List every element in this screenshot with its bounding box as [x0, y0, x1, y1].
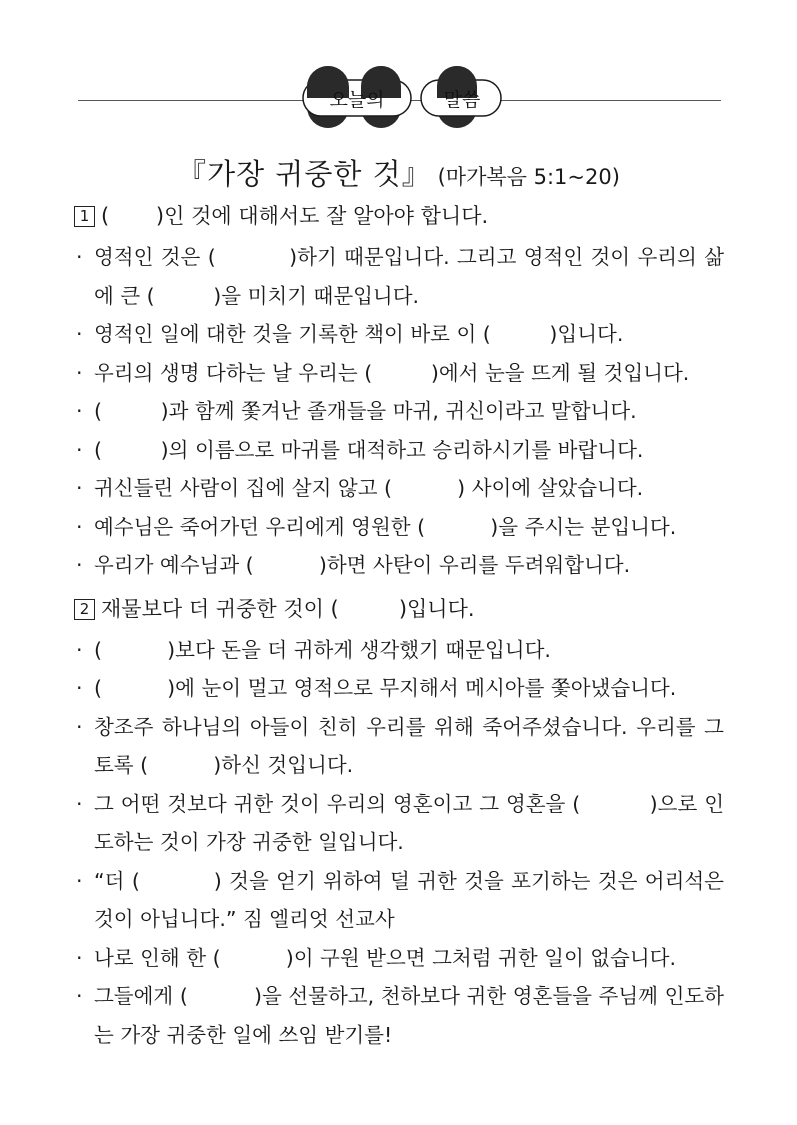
list-item	[74, 631, 724, 670]
bullet-icon: ·	[76, 476, 83, 500]
section-heading-text: ( )인 것에 대해서도 잘 알아야 합니다.	[101, 204, 489, 228]
list-item	[74, 469, 724, 508]
bullet-icon: ·	[76, 322, 83, 346]
bullet-icon: ·	[76, 714, 83, 739]
item-text: 우리가 예수님과 ( )하면 사탄이 우리를 두려워합니다.	[94, 553, 631, 577]
bullet-icon: ·	[76, 399, 83, 423]
sermon-title	[0, 152, 797, 193]
item-text: 나로 인해 한 ( )이 구원 받으면 그처럼 귀한 일이 없습니다.	[94, 945, 676, 970]
section-heading	[74, 198, 724, 238]
sermon-body	[74, 198, 731, 1054]
title-main: 『가장 귀중한 것』	[177, 157, 432, 191]
list-item	[74, 785, 724, 862]
list-item	[74, 508, 724, 547]
bullet-icon: ·	[76, 868, 83, 893]
bullet-icon: ·	[76, 360, 83, 385]
section-number-box: 1	[74, 206, 95, 227]
bullet-icon: ·	[76, 945, 83, 970]
section-heading	[74, 591, 724, 631]
item-text: 우리의 생명 다하는 날 우리는 ( )에서 눈을 뜨게 될 것입니다.	[94, 360, 690, 385]
bullet-icon: ·	[76, 245, 83, 269]
list-item	[74, 939, 724, 978]
section-number-box: 2	[74, 599, 95, 620]
item-text: 귀신들린 사람이 집에 살지 않고 ( ) 사이에 살았습니다.	[94, 476, 644, 500]
list-item	[74, 431, 724, 470]
item-text: 그들에게 ( )을 선물하고, 천하보다 귀한 영혼들을 주님께 인도하는 가장 귀중한 일에 쓰임 받기를!	[94, 984, 724, 1047]
item-text: ( )보다 돈을 더 귀하게 생각했기 때문입니다.	[94, 637, 551, 662]
bullet-icon: ·	[76, 676, 83, 700]
item-text: 영적인 일에 대한 것을 기록한 책이 바로 이 ( )입니다.	[94, 322, 624, 346]
list-item	[74, 392, 724, 431]
bullet-icon: ·	[76, 514, 83, 539]
list-item	[74, 238, 724, 315]
list-item	[74, 669, 724, 708]
list-item	[74, 546, 724, 585]
header-label-right: 말씀	[443, 89, 481, 111]
list-item	[74, 708, 724, 785]
item-text: ( )과 함께 쫓겨난 졸개들을 마귀, 귀신이라고 말합니다.	[94, 399, 637, 423]
item-text: 그 어떤 것보다 귀한 것이 우리의 영혼이고 그 영혼을 ( )으로 인도하는 것이 가장 귀중한 일입니다.	[94, 791, 724, 854]
scripture-reference: (마가복음 5:1~20)	[437, 165, 620, 189]
list-item	[74, 315, 724, 354]
bullet-icon: ·	[76, 553, 83, 577]
item-text: ( )에 눈이 멀고 영적으로 무지해서 메시아를 쫓아냈습니다.	[94, 676, 677, 700]
item-text: “더 ( ) 것을 얻기 위하여 덜 귀한 것을 포기하는 것은 어리석은 것이 아닙니다.” 짐 엘리엇 선교사	[94, 868, 731, 931]
item-text: 예수님은 죽어가던 우리에게 영원한 ( )을 주시는 분입니다.	[94, 514, 677, 539]
section-1	[74, 198, 724, 585]
header-label-left: 오늘의	[329, 89, 385, 111]
bullet-icon: ·	[76, 984, 83, 1008]
item-text: ( )의 이름으로 마귀를 대적하고 승리하시기를 바랍니다.	[94, 437, 644, 462]
page-header	[0, 0, 797, 150]
section-heading-text: 재물보다 더 귀중한 것이 ( )입니다.	[101, 596, 475, 621]
item-text: 영적인 것은 ( )하기 때문입니다. 그리고 영적인 것이 우리의 삶에 큰 ( )을 미치기 때문입니다.	[94, 245, 724, 308]
header-badge	[0, 0, 797, 150]
list-item	[74, 354, 724, 393]
list-item	[74, 862, 731, 939]
list-item	[74, 977, 724, 1054]
section-2	[74, 591, 731, 1055]
bullet-icon: ·	[76, 637, 83, 662]
item-text: 창조주 하나님의 아들이 친히 우리를 위해 죽어주셨습니다. 우리를 그토록 ( )하신 것입니다.	[94, 714, 724, 777]
bullet-icon: ·	[76, 791, 83, 816]
bullet-icon: ·	[76, 437, 83, 462]
